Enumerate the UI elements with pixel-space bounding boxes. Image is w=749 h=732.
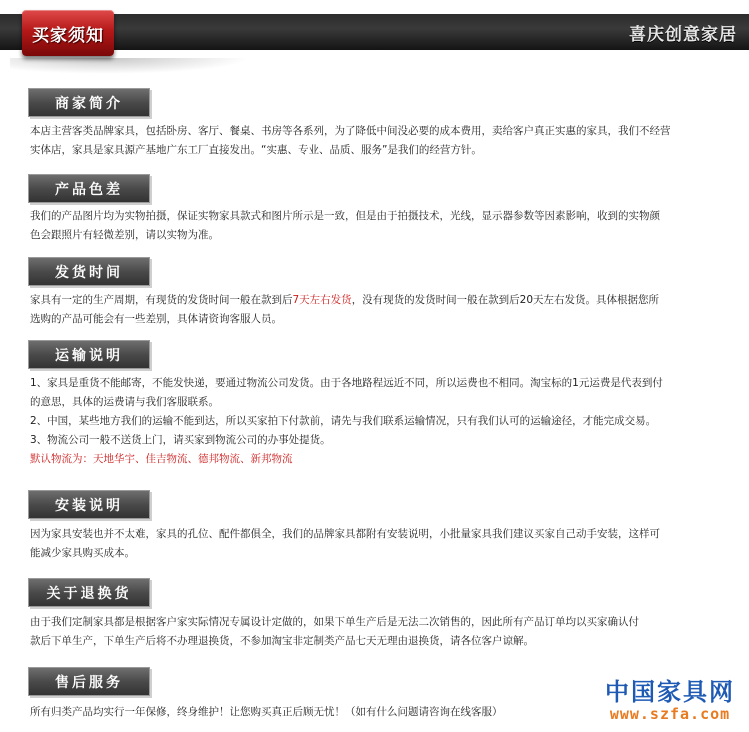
buyer-notice-badge: 买家须知 bbox=[22, 10, 114, 56]
text-line: 本店主营客类品牌家具，包括卧房、客厅、餐桌、书房等各系列，为了降低中间没必要的成本费用，卖给客户真正实惠的家具，我们不经营 bbox=[30, 125, 671, 137]
text-line bbox=[30, 291, 730, 310]
watermark-url: www.szfa.com bbox=[609, 705, 731, 723]
after-sales-text bbox=[30, 703, 590, 722]
text-segment: 家具有一定的生产周期，有现货的发货时间一般在款到后 bbox=[30, 294, 293, 306]
heading-returns: 关于退换货 bbox=[28, 578, 150, 607]
text-line: 选购的产品可能会有一些差别，具体请资询客服人员。 bbox=[30, 313, 282, 325]
heading-installation: 安装说明 bbox=[28, 490, 150, 519]
text-line: 色会跟照片有轻微差别，请以实物为准。 bbox=[30, 229, 219, 241]
transport-text bbox=[30, 374, 730, 469]
returns-text bbox=[30, 613, 730, 651]
text-line: 的意思，具体的运费请与我们客服联系。 bbox=[30, 396, 219, 408]
watermark-title: 中国家具网 bbox=[605, 678, 735, 706]
text-line: 3、物流公司一般不送货上门，请买家到物流公司的办事处提货。 bbox=[30, 434, 331, 446]
text-line: 实体店，家具是家具源产基地广东工厂直接发出。“实惠、专业、品质、服务”是我们的经营方针。 bbox=[30, 144, 482, 156]
text-line: 因为家具安装也并不太难，家具的孔位、配件都俱全，我们的品牌家具都附有安装说明，小批量家具我们建议买家自己动手安装，这样可 bbox=[30, 528, 660, 540]
text-line: 我们的产品图片均为实物拍摄，保证实物家具款式和图片所示是一致，但是由于拍摄技术，光线，显示器参数等因素影响，收到的实物颜 bbox=[30, 210, 660, 222]
text-line: 2、中国，某些地方我们的运输不能到达，所以买家拍下付款前，请先与我们联系运输情况，只有我们认可的运输途径，才能完成交易。 bbox=[30, 415, 657, 427]
heading-transport: 运输说明 bbox=[28, 340, 150, 369]
text-line: 能减少家具购买成本。 bbox=[30, 547, 135, 559]
text-segment: ，没有现货的发货时间一般在款到后20天左右发货。具体根据您所 bbox=[351, 294, 660, 306]
heading-shipping-time: 发货时间 bbox=[28, 257, 150, 286]
text-line: 由于我们定制家具都是根据客户家实际情况专属设计定做的，如果下单生产后是无法二次销售的，因此所有产品订单均以买家确认付 bbox=[30, 616, 639, 628]
site-watermark bbox=[605, 678, 735, 722]
installation-text bbox=[30, 525, 730, 563]
heading-color-difference: 产品色差 bbox=[28, 174, 150, 203]
heading-after-sales: 售后服务 bbox=[28, 667, 150, 696]
color-difference-text bbox=[30, 207, 730, 245]
text-line: 1、家具是重货不能邮寄，不能发快递，要通过物流公司发货。由于各地路程远近不同，所以运费也不相同。淘宝标的1元运费是代表到付 bbox=[30, 377, 663, 389]
shipping-time-text bbox=[30, 291, 730, 329]
text-line: 款后下单生产，下单生产后将不办理退换货，不参加淘宝非定制类产品七天无理由退换货，请各位客户谅解。 bbox=[30, 635, 534, 647]
highlight-7-days: 7天左右发货 bbox=[292, 294, 352, 306]
heading-merchant-intro: 商家简介 bbox=[28, 88, 150, 117]
header-shadow bbox=[10, 58, 250, 74]
merchant-intro-text bbox=[30, 122, 730, 160]
brand-name: 喜庆创意家居 bbox=[629, 25, 737, 45]
text-line: 所有归类产品均实行一年保修，终身维护！让您购买真正后顾无忧！（如有什么问题请咨询在线客服） bbox=[30, 706, 503, 718]
default-logistics: 默认物流为：天地华宇、佳吉物流、德邦物流、新邦物流 bbox=[30, 453, 293, 465]
